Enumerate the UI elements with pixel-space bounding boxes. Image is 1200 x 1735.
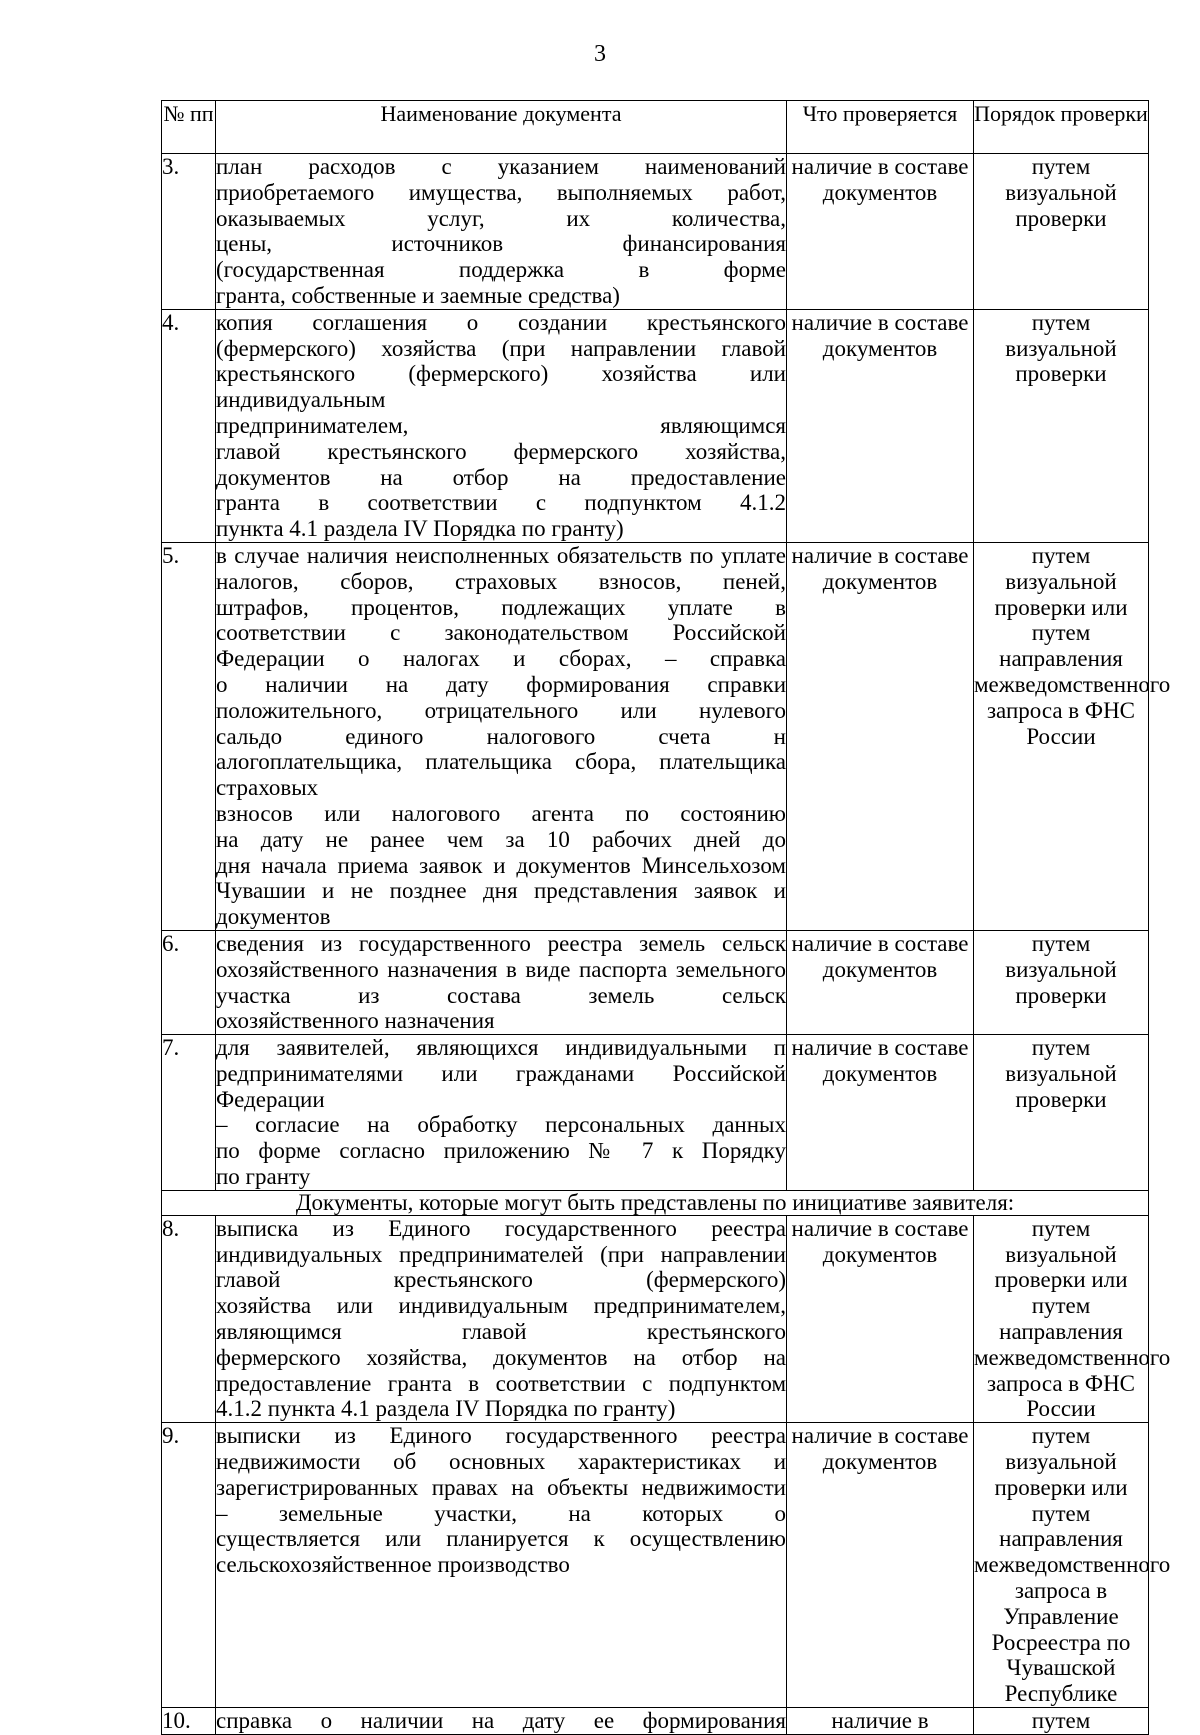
check-method: путем визуальной проверки или путем направления межведомственного запроса в Управление Росреестра по Чувашской Республике <box>974 1423 1171 1707</box>
check-subject: наличие в составе документов <box>787 1215 974 1422</box>
check-method: путем визуальной проверки <box>974 309 1149 542</box>
document-name: сведения из государственного реестра земель сельск охозяйственного назначения в виде паспорта земельного участка из состава земель сельск охозяйственного назначения <box>216 930 786 1034</box>
page-number: 3 <box>594 41 606 67</box>
header-what: Что проверяется <box>787 101 974 154</box>
check-subject: наличие в составе документов <box>787 1423 974 1708</box>
document-name: в случае наличия неисполненных обязательств по уплате налогов, сборов, страховых взносов, пеней, штрафов, процентов, подлежащих уплате в соответствии с законодательством Российской Федерации о налогах и сборах, – справка о наличии на дату формирования справки положительного, отрицательного или нулевого сальдо единого налогового счета н алогоплательщика, плательщика сбора, плательщика страховых взносов или налогового агента по состоянию на дату не ранее чем за 10 рабочих дней до дня начала приема заявок и документов Минсельхозом Чувашии и не позднее дня представления заявок и документов <box>216 542 786 930</box>
row-number: 7. <box>162 1035 216 1191</box>
check-subject: наличие в <box>787 1708 974 1735</box>
header-name: Наименование документа <box>216 101 787 154</box>
table-row <box>162 1215 1149 1422</box>
check-method: путем визуальной проверки <box>974 930 1149 1034</box>
row-number: 10. <box>162 1708 216 1735</box>
document-name: выписка из Единого государственного реестра индивидуальных предпринимателей (при направлении главой крестьянского (фермерского) хозяйства или индивидуальным предпринимателем, являющимся главой крестьянского фермерского хозяйства, документов на отбор на предоставление гранта в соответствии с подпунктом 4.1.2 пункта 4.1 раздела IV Порядка по гранту) <box>216 1215 786 1422</box>
row-number: 6. <box>162 930 216 1034</box>
table-row <box>162 542 1149 930</box>
document-name: выписки из Единого государственного реестра недвижимости об основных характеристиках и зарегистрированных правах на объекты недвижимости – земельные участки, на которых о существляется или планируется к осуществлению сельскохозяйственное производство <box>216 1423 787 1708</box>
row-number: 3. <box>162 154 216 310</box>
table-row <box>162 1423 1149 1708</box>
table-section <box>162 1190 1149 1215</box>
document-name: план расходов с указанием наименований приобретаемого имущества, выполняемых работ, оказываемых услуг, их количества, цены, источников финансирования (государственная поддержка в форме гранта, собственные и заемные средства) <box>216 154 786 308</box>
check-subject: наличие в составе документов <box>787 154 974 310</box>
check-method: путем визуальной проверки или путем направления межведомственного запроса в ФНС России <box>974 1215 1171 1422</box>
check-subject: наличие в составе документов <box>787 1035 974 1191</box>
table-body-part1 <box>162 154 1171 1191</box>
check-subject: наличие в составе документов <box>787 930 974 1034</box>
table-row <box>162 154 1149 310</box>
row-number: 4. <box>162 309 216 542</box>
check-method: путем <box>974 1708 1149 1735</box>
document-name: для заявителей, являющихся индивидуальными п редпринимателями или гражданами Российской Федерации – согласие на обработку персональных данных по форме согласно приложению № 7 к Порядку по гранту <box>216 1035 786 1190</box>
row-number: 5. <box>162 542 216 930</box>
table-body-part2 <box>162 1215 1171 1734</box>
section-row <box>162 1190 1149 1215</box>
documents-table <box>161 100 1171 1735</box>
row-number: 9. <box>162 1423 216 1708</box>
table-row <box>162 309 1149 542</box>
check-method: путем визуальной проверки <box>974 1035 1149 1191</box>
check-subject: наличие в составе документов <box>787 542 974 930</box>
check-subject: наличие в составе документов <box>787 309 974 542</box>
check-method: путем визуальной проверки <box>974 154 1149 310</box>
table-row <box>162 1708 1149 1735</box>
document-name: копия соглашения о создании крестьянского (фермерского) хозяйства (при направлении главой крестьянского (фермерского) хозяйства или индивидуальным предпринимателем, являющимся главой крестьянского фермерского хозяйства, документов на отбор на предоставление гранта в соответствии с подпунктом 4.1.2 пункта 4.1 раздела IV Порядка по гранту) <box>216 309 786 542</box>
document-name: справка о наличии на дату ее формирования <box>216 1708 786 1734</box>
header-how: Порядок проверки <box>974 101 1149 154</box>
row-number: 8. <box>162 1215 216 1422</box>
table-row <box>162 1035 1149 1191</box>
table-row <box>162 930 1149 1034</box>
header-num: № пп <box>162 101 216 154</box>
table-header-row <box>162 101 1149 154</box>
check-method: путем визуальной проверки или путем направления межведомственного запроса в ФНС России <box>974 542 1149 930</box>
section-title: Документы, которые могут быть представлены по инициативе заявителя: <box>162 1190 1149 1215</box>
